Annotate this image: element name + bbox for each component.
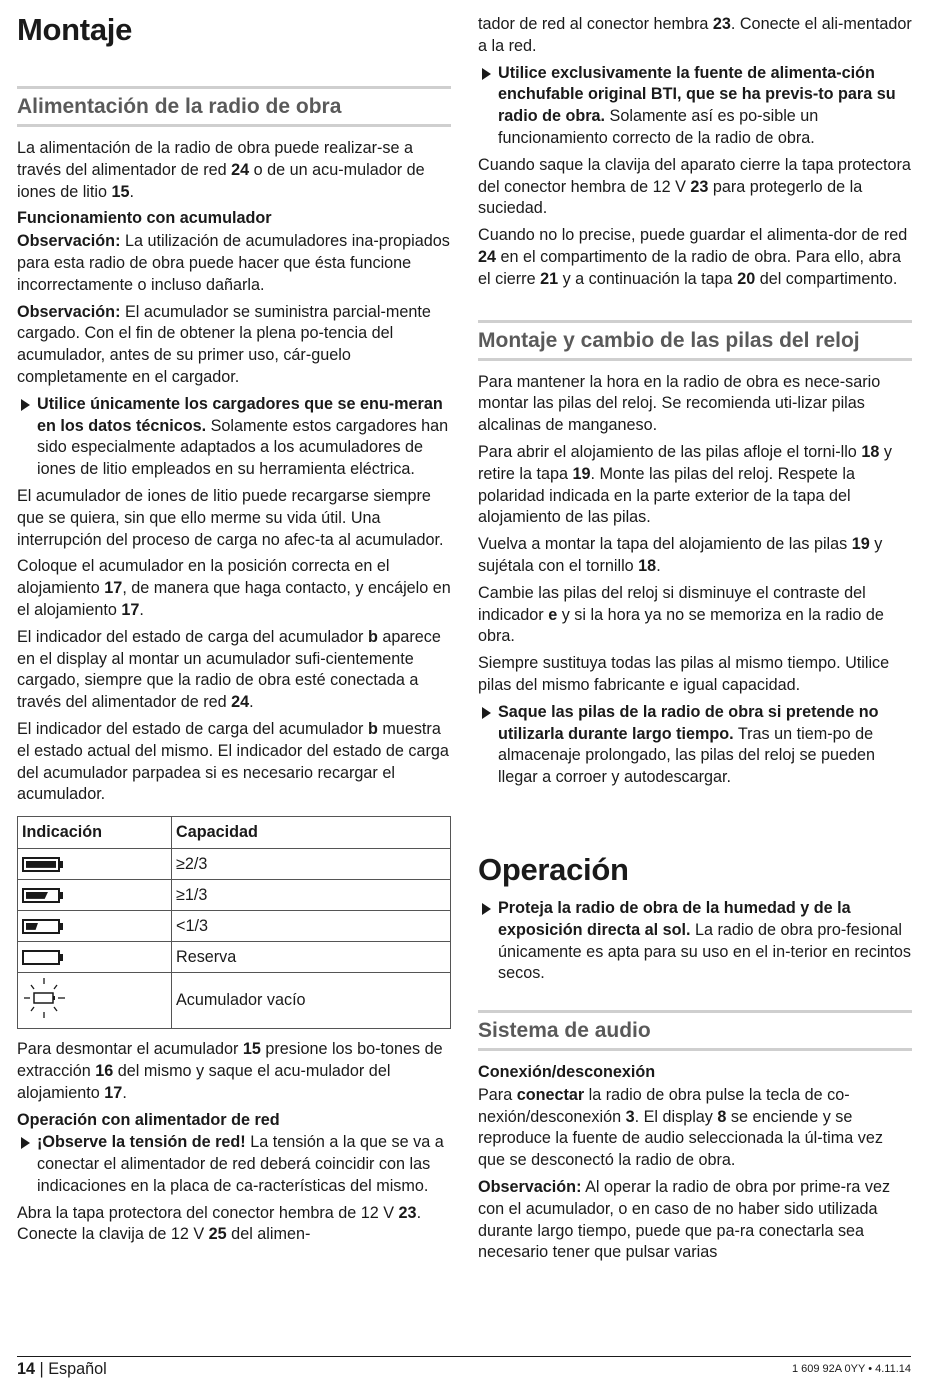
battery-one-third-icon	[22, 919, 60, 934]
paragraph-clock-3: Vuelva a montar la tapa del alojamiento de las pilas 19 y sujétala con el tornillo 18.	[478, 535, 883, 575]
battery-two-thirds-icon	[22, 888, 60, 903]
note-unsuitable-batteries: Observación: La utilización de acumuladores ina-propiados para esta radio de obra puede hacer que ésta funcione incorrectamente o incluso dañarla.	[17, 232, 450, 294]
paragraph-clock-1: Para mantener la hora en la radio de obra es nece-sario montar las pilas del reloj. Se recomienda uti-lizar pilas alcalinas de manganeso.	[478, 372, 881, 435]
subheading-mains-operation: Operación con alimentador de red	[17, 1110, 280, 1129]
page-footer	[17, 1356, 911, 1378]
paragraph-clock-2: Para abrir el alojamiento de las pilas afloje el torni-llo 18 y retire la tapa 19. Monte las pilas del reloj. Respete la polaridad indicada en la parte exterior de la tapa del alojamiento de las pilas.	[478, 442, 892, 527]
paragraph-clock-5: Siempre sustituya todas las pilas al mismo tiempo. Utilice pilas del mismo fabricante e igual capacidad.	[478, 654, 890, 694]
paragraph-remove-battery: Para desmontar el acumulador 15 presione los bo-tones de extracción 16 del mismo y saque el acu-mulador del alojamiento 17.	[17, 1040, 443, 1102]
paragraph-insert-battery: Coloque el acumulador en la posición correcta en el alojamiento 17, de manera que haga contacto, y encájelo en el alojamiento 17.	[17, 557, 451, 619]
paragraph-indicator-2: El indicador del estado de carga del acumulador b muestra el estado actual del mismo. El indicador del estado de carga del acumulador parpadea si es necesario recargar el acumulador.	[17, 719, 449, 804]
left-column	[17, 0, 451, 1251]
bullet-chargers: Utilice únicamente los cargadores que se enu-meran en los datos técnicos. Solamente estos cargadores han sido especialmente adaptados a los acumuladores de iones de litio empleados en su herramienta eléctrica.	[17, 394, 451, 481]
footer-separator: |	[39, 1360, 44, 1378]
battery-empty-icon	[22, 950, 60, 965]
bullet-remove-batteries: Saque las pilas de la radio de obra si pretende no utilizarla durante largo tiempo. Tras un tiem-po de almacenaje prolongado, las pilas del reloj se pueden llegar a corroer y autodescargar.	[478, 702, 912, 789]
paragraph-open-cover: Abra la tapa protectora del conector hembra de 12 V 23. Conecte la clavija de 12 V 25 del alimen-	[17, 1203, 422, 1244]
subheading-on-off: Conexión/desconexión	[478, 1063, 656, 1082]
page-title: Montaje	[17, 12, 133, 47]
table-cell-capacity: Reserva	[172, 942, 451, 973]
table-row	[18, 880, 451, 911]
note-first-use: Observación: Al operar la radio de obra por prime-ra vez con el acumulador, o en caso de no haber sido utilizada durante largo tiempo, puede que pa-ra conectarla sea necesario tener que pulsar varias	[478, 1178, 891, 1262]
table-cell-capacity: Acumulador vacío	[172, 973, 451, 1029]
paragraph-recharge: El acumulador de iones de litio puede recargarse siempre que se quiera, sin que ello merme su vida útil. Una interrupción del proceso de carga no afec-ta al acumulador.	[17, 486, 444, 549]
table-row	[18, 911, 451, 942]
page-number-label	[17, 1360, 107, 1379]
paragraph-indicator-1: El indicador del estado de carga del acumulador b aparece en el display al montar un acumulador sufi-cientemente cargado, siempre que la radio de obra esté conectada a través del alimentador de red 24.	[17, 627, 441, 712]
table-header-capacity: Capacidad	[172, 817, 451, 849]
battery-flashing-icon	[22, 976, 68, 1020]
footer-language: Español	[48, 1360, 107, 1378]
bullet-mains-voltage: ¡Observe la tensión de red! La tensión a la que se va a conectar el alimentador de red deberá coincidir con las indicaciones en la placa de ca-racterísticas del mismo.	[17, 1132, 451, 1197]
bullet-protect-humidity: Proteja la radio de obra de la humedad y de la exposición directa al sol. La radio de obra pro-fesional únicamente es apta para su uso en el in-terior en recintos secos.	[478, 898, 912, 985]
table-cell-capacity: ≥2/3	[172, 849, 451, 880]
table-row	[18, 942, 451, 973]
table-row	[18, 849, 451, 880]
table-header-row	[18, 817, 451, 849]
table-cell-capacity: <1/3	[172, 911, 451, 942]
capacity-table	[17, 816, 451, 1029]
paragraph-switch-on: Para conectar la radio de obra pulse la tecla de co-nexión/desconexión 3. El display 8 se enciende y se reproduce la fuente de audio seleccionada la úl-tima vez que se desconectó la radio de obra.	[478, 1085, 883, 1170]
right-column	[478, 0, 912, 1269]
paragraph-clock-4: Cambie las pilas del reloj si disminuye el contraste del indicador e y si la hora ya no se memoriza en la radio de obra.	[478, 583, 884, 646]
table-header-indication: Indicación	[18, 817, 172, 849]
section-title-operation: Operación	[478, 851, 629, 887]
document-code: 1 609 92A 0YY • 4.11.14	[791, 1363, 911, 1375]
note-partially-charged: Observación: El acumulador se suministra parcial-mente cargado. Con el fin de obtener la plena po-tencia del acumulador, antes de su primer uso, cár-guelo completamente en el cargador.	[17, 302, 431, 386]
table-row	[18, 973, 451, 1029]
paragraph-continued: tador de red al conector hembra 23. Conecte el ali-mentador a la red.	[478, 15, 912, 55]
page-number: 14	[17, 1360, 36, 1378]
section-heading-power: Alimentación de la radio de obra	[17, 86, 451, 127]
bullet-original-power-supply: Utilice exclusivamente la fuente de alimenta-ción enchufable original BTI, que se ha previs-to para su radio de obra. Solamente así es po-sible un funcionamiento correcto de la radio de obra.	[478, 63, 912, 150]
section-heading-clock-batteries: Montaje y cambio de las pilas del reloj	[478, 320, 912, 361]
table-cell-capacity: ≥1/3	[172, 880, 451, 911]
subheading-battery-operation: Funcionamiento con acumulador	[17, 209, 272, 228]
paragraph-close-cover: Cuando saque la clavija del aparato cierre la tapa protectora del conector hembra de 12 V 23 para protegerlo de la suciedad.	[478, 155, 911, 218]
paragraph-intro: La alimentación de la radio de obra puede realizar-se a través del alimentador de red 24 o de un acu-mulador de iones de litio 15.	[17, 139, 425, 201]
battery-full-icon	[22, 857, 60, 872]
section-heading-audio: Sistema de audio	[478, 1010, 912, 1051]
paragraph-store-adapter: Cuando no lo precise, puede guardar el alimenta-dor de red 24 en el compartimento de la radio de obra. Para ello, abra el cierre 21 y a continuación la tapa 20 del compartimento.	[478, 226, 908, 288]
